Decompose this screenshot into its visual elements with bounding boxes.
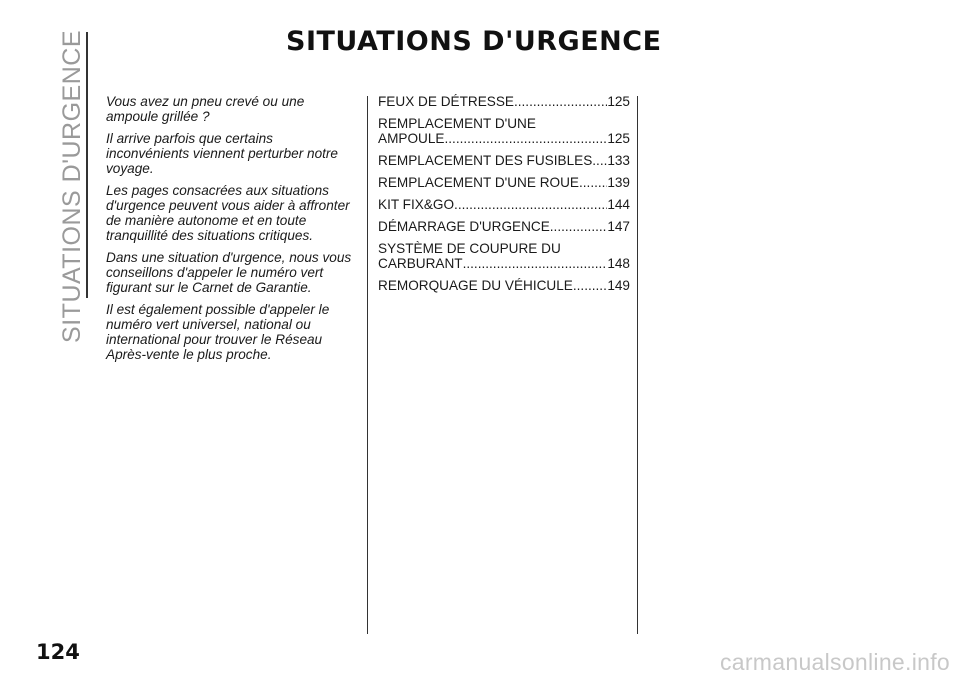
toc-entry-wheel-replacement[interactable] [378, 175, 630, 190]
toc-leader-dots [454, 197, 607, 212]
toc-entry-page: 148 [607, 256, 630, 271]
toc-entry-page: 147 [607, 219, 630, 234]
intro-paragraph: Il arrive parfois que certains inconvénients viennent perturber notre voyage. [106, 131, 338, 176]
toc-entry-bulb-replacement[interactable] [378, 116, 630, 146]
toc-entry-page: 139 [607, 175, 630, 190]
intro-paragraph: Il est également possible d'appeler le numéro vert universel, national ou international pour trouver le Réseau Après-vente le plus proche. [106, 302, 330, 362]
toc-entry-fuse-replacement[interactable] [378, 153, 630, 168]
toc-leader-dots [463, 256, 608, 271]
table-of-contents [378, 94, 630, 300]
intro-paragraph: Dans une situation d'urgence, nous vous conseillons d'appeler le numéro vert figurant sur le Carnet de Garantie. [106, 250, 352, 295]
toc-entry-emergency-start[interactable] [378, 219, 630, 234]
toc-entry-fuel-cutoff[interactable] [378, 241, 630, 271]
toc-entry-label: DÉMARRAGE D'URGENCE [378, 219, 550, 234]
section-side-title-text: SITUATIONS D'URGENCE [57, 30, 86, 343]
toc-leader-dots [579, 175, 607, 190]
toc-entry-page: 133 [607, 153, 630, 168]
page-number: 124 [36, 640, 80, 664]
toc-entry-fix-and-go-kit[interactable] [378, 197, 630, 212]
watermark: carmanualsonline.info [719, 649, 950, 675]
toc-entry-page: 149 [607, 278, 630, 293]
toc-entry-label: REMPLACEMENT D'UNE ROUE [378, 175, 579, 190]
toc-entry-label: FEUX DE DÉTRESSE [378, 94, 514, 109]
toc-entry-label: REMPLACEMENT DES FUSIBLES [378, 153, 593, 168]
toc-entry-hazard-lights[interactable] [378, 94, 630, 109]
toc-entry-label: KIT FIX&GO [378, 197, 455, 212]
toc-entry-label: AMPOULE [378, 131, 445, 146]
page-title: SITUATIONS D'URGENCE [286, 26, 662, 57]
intro-text [106, 94, 356, 369]
intro-paragraph: Les pages consacrées aux situations d'urgence peuvent vous aider à affronter de manière autonome et en toute tranquillité des situations critiques. [106, 183, 350, 243]
toc-leader-dots [550, 219, 608, 234]
toc-leader-dots [573, 278, 607, 293]
toc-entry-label: SYSTÈME DE COUPURE DU [378, 241, 561, 256]
toc-entry-label: CARBURANT [378, 256, 463, 271]
toc-leader-dots [592, 153, 607, 168]
section-side-rule [86, 32, 88, 298]
toc-entry-page: 144 [607, 197, 630, 212]
toc-entry-label: REMPLACEMENT D'UNE [378, 116, 536, 131]
toc-entry-page: 125 [607, 131, 630, 146]
column-divider [637, 96, 638, 634]
toc-entry-page: 125 [607, 94, 630, 109]
toc-leader-dots [514, 94, 607, 109]
toc-entry-label: REMORQUAGE DU VÉHICULE [378, 278, 573, 293]
column-divider [367, 96, 368, 634]
toc-entry-towing[interactable] [378, 278, 630, 293]
toc-leader-dots [444, 131, 607, 146]
intro-paragraph: Vous avez un pneu crevé ou une ampoule grillée ? [106, 94, 305, 124]
